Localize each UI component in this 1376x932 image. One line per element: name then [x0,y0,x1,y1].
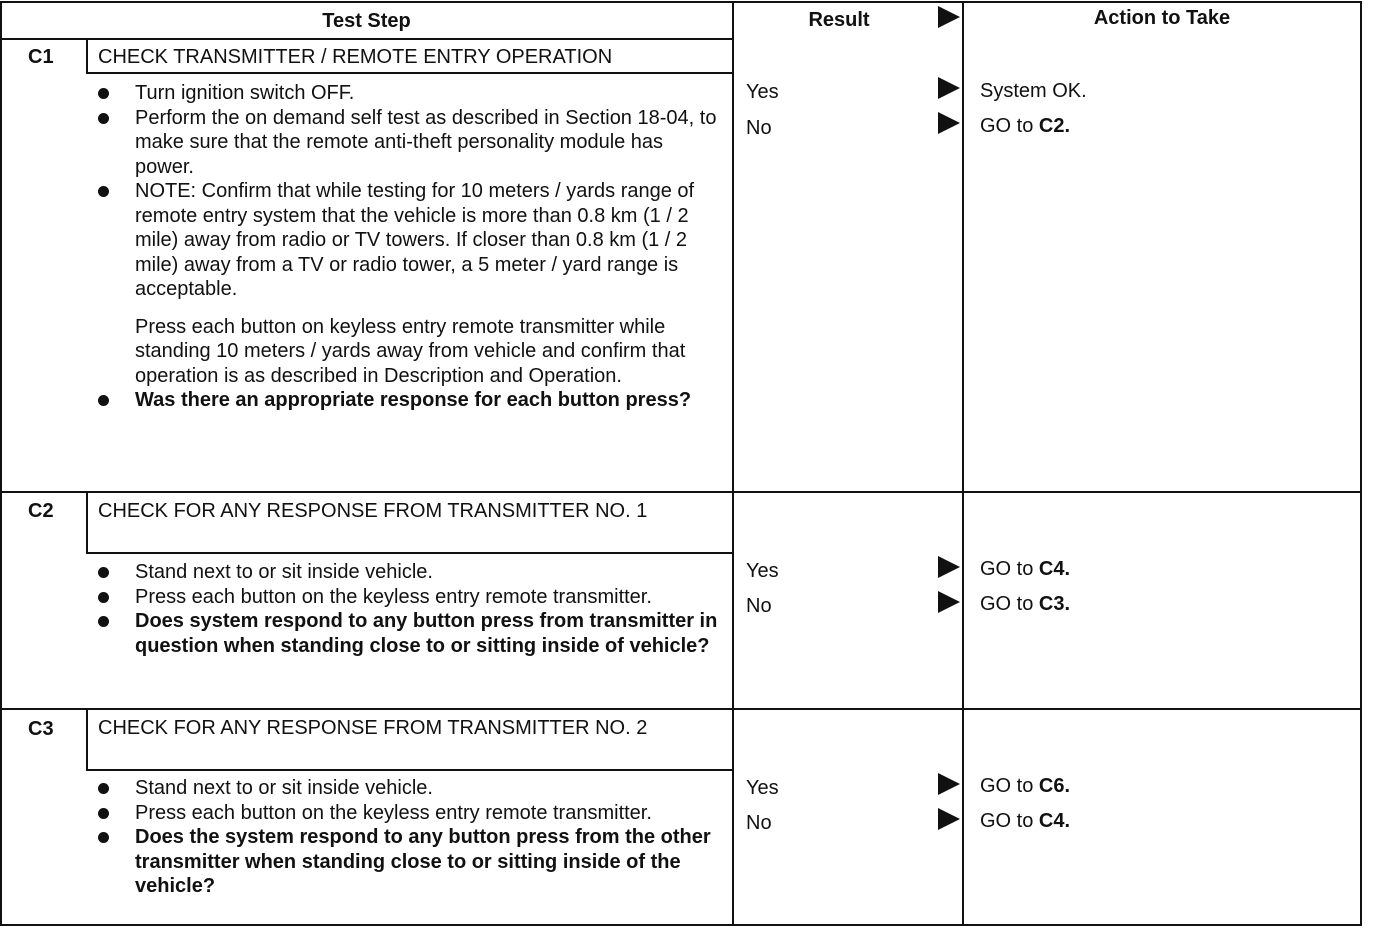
action-yes-c2 [980,558,1070,581]
bullet-icon [98,783,109,794]
table-bottom-border [0,924,1362,926]
action-step-ref: C6. [1038,775,1071,797]
c1-title-border [86,72,733,74]
c1-id-divider [86,38,88,74]
list-item [96,560,721,585]
list-item [96,801,721,826]
action-text: GO to [980,115,1034,137]
list-item-text: Press each button on the keyless entry remote transmitter. [135,801,652,824]
bullet-icon [98,616,109,627]
header-arrow-icon [938,6,960,28]
action-yes-c3 [980,775,1070,798]
question-text: Does system respond to any button press from transmitter in question when standing close to or sitting inside of vehicle? [135,610,718,657]
question-item [96,609,721,658]
action-text: GO to [980,593,1034,615]
question-item [96,388,721,413]
bullet-icon [98,186,109,197]
list-item-text: Stand next to or sit inside vehicle. [135,777,433,799]
result-no-c1: No [746,117,772,139]
result-left-border [732,1,734,926]
arrow-icon [938,112,960,134]
step-body-c3 [96,776,721,899]
step-title-c3: CHECK FOR ANY RESPONSE FROM TRANSMITTER NO. 2 [98,717,648,739]
table-left-border [0,1,2,926]
action-left-border [962,1,964,926]
c3-id-divider [86,708,88,771]
step-title-c2: CHECK FOR ANY RESPONSE FROM TRANSMITTER NO. 1 [98,500,648,522]
list-item [96,585,721,610]
arrow-icon [938,808,960,830]
question-item [96,825,721,899]
action-no-c2 [980,593,1070,616]
bullet-icon [98,592,109,603]
action-step-ref: C2. [1038,115,1071,137]
arrow-icon [938,77,960,99]
list-item [96,179,721,302]
action-no-c1 [980,115,1070,138]
result-yes-c1: Yes [746,81,779,103]
action-no-c3 [980,810,1070,833]
list-item [96,106,721,180]
question-text: Does the system respond to any button press from the other transmitter when standing close to or sitting inside of the vehicle? [135,826,711,897]
action-text: GO to [980,775,1034,797]
arrow-icon [938,591,960,613]
step-body-c1 [96,81,721,413]
header-bottom-border [0,38,733,40]
action-text: GO to [980,810,1034,832]
result-yes-c2: Yes [746,560,779,582]
action-text: GO to [980,558,1034,580]
c3-title-border [86,769,733,771]
step-title-c1: CHECK TRANSMITTER / REMOTE ENTRY OPERATION [98,46,613,68]
arrow-icon [938,556,960,578]
list-item-text: Press each button on the keyless entry remote transmitter. [135,585,652,608]
action-step-ref: C4. [1038,810,1071,832]
bullet-icon [98,395,109,406]
list-item-text: Perform the on demand self test as described in Section 18-04, to make sure that the remote anti-theft personality module has power. [135,106,717,178]
list-item-text: NOTE: Confirm that while testing for 10 meters / yards range of remote entry system that the vehicle is more than 0.8 km (1 / 2 mile) away from radio or TV towers. If closer than 0.8 km (1 / 2 mile) away from a TV or radio tower, a 5 meter / yard range is acceptable. [135,180,695,300]
action-yes-c1 [980,80,1087,103]
bullet-icon [98,808,109,819]
header-result: Result [808,9,870,31]
action-step-ref: C3. [1038,593,1071,615]
c2-id-divider [86,491,88,554]
result-no-c3: No [746,812,772,834]
list-item-text: Stand next to or sit inside vehicle. [135,561,433,583]
table-top-border [0,1,1362,3]
table-right-border [1360,1,1362,926]
header-test-step: Test Step [322,10,411,32]
question-text: Was there an appropriate response for each button press? [135,389,692,411]
step-id-c1: C1 [28,46,54,68]
action-text: System OK. [980,80,1087,102]
instruction-paragraph: Press each button on keyless entry remote transmitter while standing 10 meters / yards away from vehicle and confirm that operation is as described in Description and Operation. [135,315,686,387]
result-yes-c3: Yes [746,777,779,799]
arrow-icon [938,773,960,795]
list-item [96,81,721,106]
action-step-ref: C4. [1038,558,1071,580]
c2-title-border [86,552,733,554]
bullet-icon [98,113,109,124]
result-no-c2: No [746,595,772,617]
list-item [96,776,721,801]
list-item-text: Turn ignition switch OFF. [135,82,355,104]
step-id-c2: C2 [28,500,54,522]
bullet-icon [98,567,109,578]
bullet-icon [98,832,109,843]
step-id-c3: C3 [28,718,54,740]
c2-row-border [0,708,1362,710]
header-action: Action to Take [1093,7,1231,29]
step-body-c2 [96,560,721,658]
c1-row-border [0,491,1362,493]
bullet-icon [98,88,109,99]
